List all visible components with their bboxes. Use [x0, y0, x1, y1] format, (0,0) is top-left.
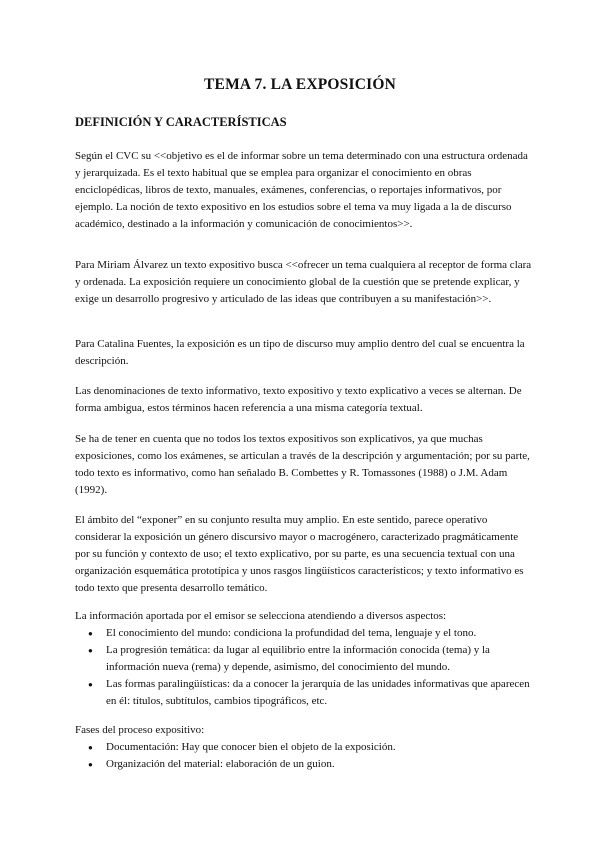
phases-intro: Fases del proceso expositivo: — [75, 724, 205, 736]
paragraph-miriam-alvarez: Para Miriam Álvarez un texto expositivo busca <<ofrecer un tema cualquiera al receptor de forma clara y ordenada. La exposición requiere un conocimiento global de la cuestión que se pretende explicar, y exige un desarrollo progresivo y articulado de las ideas que contribuyen a su manifestación>>. — [75, 259, 532, 305]
list-item: ● Organización del material: elaboración de un guion. — [75, 756, 535, 773]
section-heading: DEFINICIÓN Y CARACTERÍSTICAS — [75, 115, 287, 129]
phases-list — [75, 739, 535, 773]
paragraph-denominaciones: Las denominaciones de texto informativo, texto expositivo y texto explicativo a veces se alternan. De forma ambigua, estos términos hacen referencia a una misma categoría textual. — [75, 385, 522, 414]
paragraph-catalina-fuentes: Para Catalina Fuentes, la exposición es un tipo de discurso muy amplio dentro del cual se encuentra la descripción. — [75, 338, 525, 367]
paragraph-informacion-aspectos: La información aportada por el emisor se selecciona atendiendo a diversos aspectos: — [75, 610, 447, 622]
list-item: ● El conocimiento del mundo: condiciona la profundidad del tema, lenguaje y el tono. — [75, 625, 535, 642]
list-item: ● La progresión temática: da lugar al equilibrio entre la información conocida (tema) y la información nueva (rema) y depende, asimismo, del conocimiento del mundo. — [75, 642, 535, 676]
paragraph-ambito-exponer: El ámbito del “exponer” en su conjunto resulta muy amplio. En este sentido, parece operativo considerar la exposición un género discursivo mayor o macrogénero, caracterizado pragmáticamente por su función y contexto de uso; el texto explicativo, por su parte, es una secuencia textual con una organización esquemática prototípica y unos rasgos lingüísticos característicos; y texto informativo es todo texto que presenta desarrollo temático. — [75, 514, 524, 594]
page-title: TEMA 7. LA EXPOSICIÓN — [204, 76, 396, 93]
list-item: ● Documentación: Hay que conocer bien el objeto de la exposición. — [75, 739, 535, 756]
paragraph-cvc: Según el CVC su <<objetivo es el de informar sobre un tema determinado con una estructura ordenada y jerarquizada. Es el texto habitual que se emplea para organizar el conocimiento en obras enciclopédicas, libros de texto, manuales, exámenes, conferencias, o reportajes informativos, por ejemplo. La noción de texto expositivo en los estudios sobre el tema va muy ligada a la de discurso académico, destinado a la información y comunicación de conocimientos>>. — [75, 150, 528, 230]
aspects-list — [75, 625, 535, 710]
list-item: ● Las formas paralingüísticas: da a conocer la jerarquía de las unidades informativas que aparecen en él: títulos, subtítulos, cambios tipográficos, etc. — [75, 676, 535, 710]
paragraph-expositivos-explicativos: Se ha de tener en cuenta que no todos los textos expositivos son explicativos, ya que muchas exposiciones, como los exámenes, se articulan a través de la descripción y argumentación; por su parte, todo texto es informativo, como han señalado B. Combettes y R. Tomassones (1988) o J.M. Adam (1992). — [75, 433, 530, 496]
